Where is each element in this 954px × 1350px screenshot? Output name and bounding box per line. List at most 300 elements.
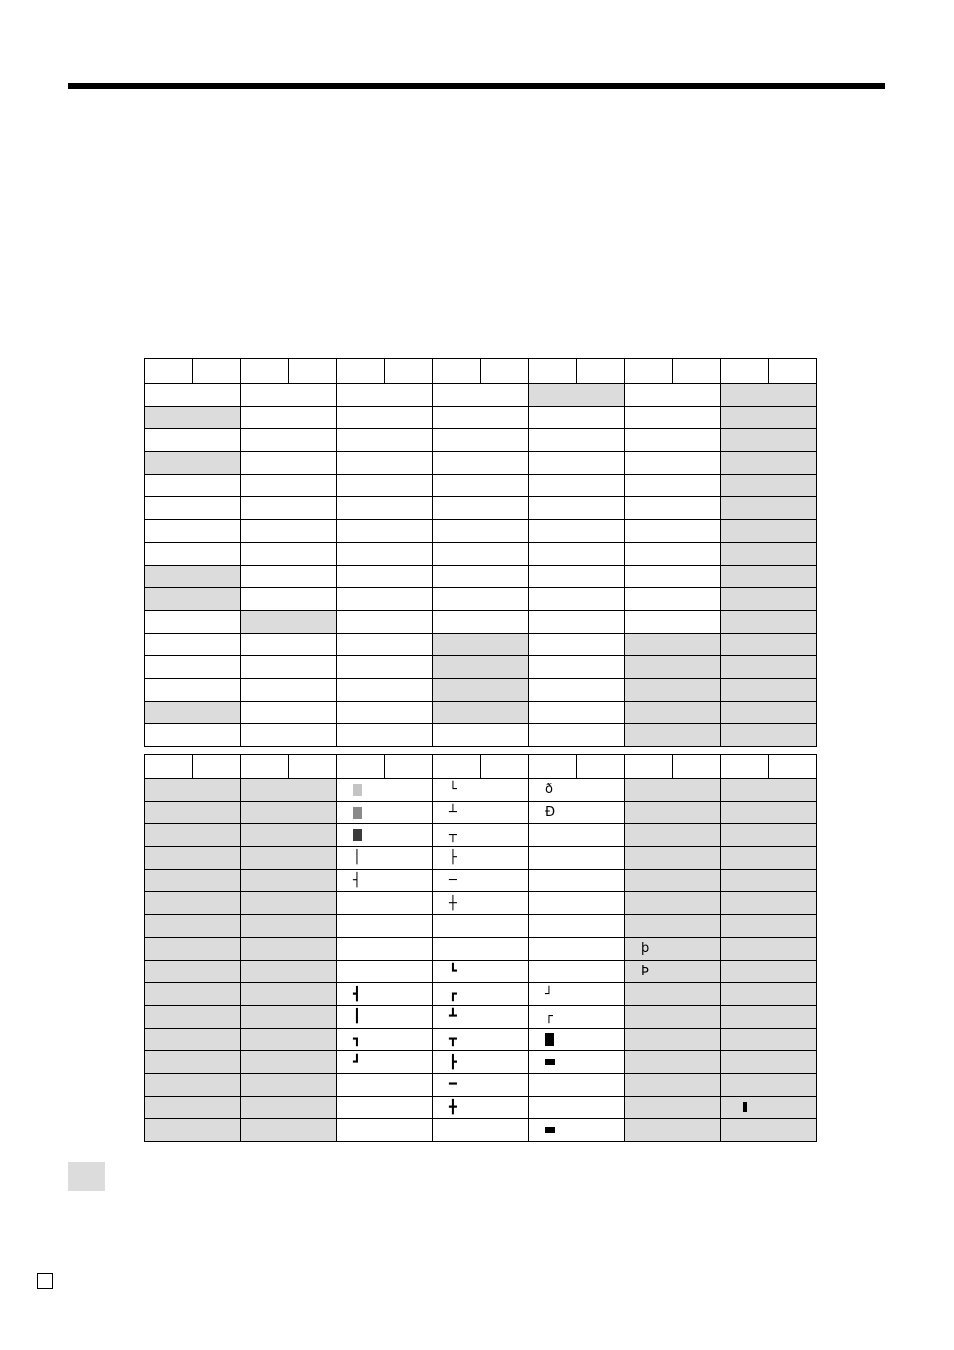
- header-cell: [625, 359, 673, 384]
- table-row: [145, 701, 817, 724]
- table-cell: [337, 701, 433, 724]
- character-glyph: Ð: [545, 805, 556, 821]
- table-cell: [529, 915, 625, 938]
- table-cell: [433, 452, 529, 475]
- table-row: [145, 915, 817, 938]
- table-cell: [529, 869, 625, 892]
- character-glyph: ð: [545, 782, 553, 798]
- table-cell: [337, 937, 433, 960]
- table-cell: [625, 892, 721, 915]
- table-cell: [337, 678, 433, 701]
- table-cell: [433, 983, 529, 1006]
- table-cell: [145, 452, 241, 475]
- table-row: [145, 656, 817, 679]
- table-cell: [625, 779, 721, 802]
- table-cell: [145, 497, 241, 520]
- table-row: [145, 406, 817, 429]
- table-cell: [721, 656, 817, 679]
- table-cell: [241, 633, 337, 656]
- character-glyph: ━: [449, 1077, 457, 1093]
- table-cell: [145, 633, 241, 656]
- table-cell: [625, 1119, 721, 1142]
- table-cell: [529, 937, 625, 960]
- table-cell: [241, 824, 337, 847]
- table-cell: [433, 847, 529, 870]
- table-cell: [721, 847, 817, 870]
- table-cell: [241, 937, 337, 960]
- table-cell: [241, 610, 337, 633]
- table-row: [145, 429, 817, 452]
- table-cell: [721, 960, 817, 983]
- table-cell: [721, 892, 817, 915]
- table-cell: [241, 1028, 337, 1051]
- table-cell: [433, 1005, 529, 1028]
- table-cell: [337, 610, 433, 633]
- table-cell: [145, 960, 241, 983]
- table-cell: [529, 384, 625, 407]
- table-cell: [529, 824, 625, 847]
- table-cell: [433, 497, 529, 520]
- table-cell: [337, 565, 433, 588]
- table-cell: [433, 1073, 529, 1096]
- table-cell: [241, 429, 337, 452]
- table-cell: [337, 1096, 433, 1119]
- table-header-row: [145, 755, 817, 779]
- header-cell: [433, 755, 481, 779]
- table-cell: [721, 1028, 817, 1051]
- table-cell: [529, 724, 625, 747]
- table-cell: [529, 406, 625, 429]
- table-cell: [433, 588, 529, 611]
- header-cell: [241, 359, 289, 384]
- table-cell: [337, 892, 433, 915]
- table-cell: [433, 678, 529, 701]
- table-cell: [625, 724, 721, 747]
- table-row: [145, 779, 817, 802]
- table-cell: [145, 1096, 241, 1119]
- table-cell: [721, 1073, 817, 1096]
- table-cell: [433, 429, 529, 452]
- table-cell: [337, 656, 433, 679]
- table-row: [145, 520, 817, 543]
- table-cell: [625, 474, 721, 497]
- table-cell: [529, 452, 625, 475]
- header-cell: [529, 359, 577, 384]
- table-cell: [721, 1051, 817, 1074]
- table-cell: [529, 588, 625, 611]
- table-cell: [529, 983, 625, 1006]
- table-cell: [433, 542, 529, 565]
- table-cell: [721, 565, 817, 588]
- table-row: [145, 801, 817, 824]
- table-cell: [721, 384, 817, 407]
- table-cell: [241, 983, 337, 1006]
- table-cell: [529, 656, 625, 679]
- table-cell: [145, 847, 241, 870]
- table-cell: [433, 824, 529, 847]
- character-glyph: ┤: [353, 873, 361, 889]
- table-cell: [721, 983, 817, 1006]
- table-cell: [433, 1096, 529, 1119]
- header-cell: [481, 359, 529, 384]
- table-cell: [529, 474, 625, 497]
- header-cell: [289, 359, 337, 384]
- table-cell: [241, 724, 337, 747]
- table-row: [145, 824, 817, 847]
- table-cell: [721, 915, 817, 938]
- table-cell: [145, 610, 241, 633]
- table-cell: [721, 452, 817, 475]
- table-cell: [337, 384, 433, 407]
- table-cell: [721, 1005, 817, 1028]
- table-cell: [529, 1073, 625, 1096]
- table-cell: [625, 983, 721, 1006]
- table-cell: [145, 1073, 241, 1096]
- table-cell: [433, 633, 529, 656]
- table-cell: [529, 678, 625, 701]
- table-cell: [721, 1096, 817, 1119]
- character-glyph: └: [449, 782, 457, 798]
- table-cell: [721, 937, 817, 960]
- table-cell: [433, 779, 529, 802]
- table-cell: [625, 1051, 721, 1074]
- page-number-box: [37, 1273, 53, 1289]
- header-cell: [577, 755, 625, 779]
- table-cell: [433, 960, 529, 983]
- table-cell: [433, 1119, 529, 1142]
- table-cell: [433, 937, 529, 960]
- table-cell: [241, 869, 337, 892]
- table-cell: [145, 520, 241, 543]
- table-cell: [529, 892, 625, 915]
- table-cell: [625, 960, 721, 983]
- table-row: [145, 588, 817, 611]
- block-glyph: [545, 1127, 555, 1133]
- table-cell: [241, 960, 337, 983]
- table-cell: [433, 384, 529, 407]
- table-cell: [241, 542, 337, 565]
- table-cell: [145, 678, 241, 701]
- header-cell: [721, 755, 769, 779]
- header-cell: [385, 755, 433, 779]
- table-cell: [529, 542, 625, 565]
- header-cell: [241, 755, 289, 779]
- table-row: [145, 983, 817, 1006]
- table-cell: [337, 724, 433, 747]
- table-cell: [529, 779, 625, 802]
- header-cell: [385, 359, 433, 384]
- table-cell: [433, 1028, 529, 1051]
- table-cell: [433, 406, 529, 429]
- table-cell: [241, 801, 337, 824]
- table-cell: [433, 610, 529, 633]
- character-glyph: │: [353, 850, 361, 866]
- table-cell: [337, 869, 433, 892]
- table-cell: [721, 497, 817, 520]
- table-cell: [337, 1028, 433, 1051]
- table-row: [145, 1096, 817, 1119]
- table-cell: [625, 610, 721, 633]
- table-cell: [241, 474, 337, 497]
- header-cell: [529, 755, 577, 779]
- table-cell: [145, 937, 241, 960]
- table-cell: [625, 1073, 721, 1096]
- table-cell: [721, 1119, 817, 1142]
- table-row: [145, 610, 817, 633]
- table-cell: [145, 779, 241, 802]
- table-cell: [721, 610, 817, 633]
- table-cell: [241, 520, 337, 543]
- table-cell: [433, 701, 529, 724]
- table-cell: [433, 1051, 529, 1074]
- table-cell: [337, 429, 433, 452]
- table-cell: [337, 542, 433, 565]
- character-glyph: Þ: [641, 963, 649, 979]
- header-cell: [433, 359, 481, 384]
- table-cell: [145, 384, 241, 407]
- table-row: [145, 678, 817, 701]
- table-cell: [241, 384, 337, 407]
- block-glyph: [353, 829, 362, 841]
- table-row: [145, 474, 817, 497]
- table-cell: [337, 588, 433, 611]
- table-cell: [145, 915, 241, 938]
- table-cell: [241, 678, 337, 701]
- header-cell: [721, 359, 769, 384]
- table-cell: [625, 520, 721, 543]
- table-cell: [721, 701, 817, 724]
- table-cell: [721, 801, 817, 824]
- table-row: [145, 960, 817, 983]
- table-cell: [625, 915, 721, 938]
- table-cell: [433, 724, 529, 747]
- table-cell: [337, 497, 433, 520]
- table-cell: [625, 937, 721, 960]
- table-cell: [529, 610, 625, 633]
- block-glyph: [353, 784, 362, 796]
- shading-legend-swatch: [68, 1162, 105, 1191]
- table-row: [145, 1073, 817, 1096]
- table-cell: [145, 542, 241, 565]
- header-cell: [769, 755, 817, 779]
- table-cell: [625, 497, 721, 520]
- character-glyph: ─: [449, 873, 457, 889]
- table-cell: [529, 633, 625, 656]
- table-cell: [337, 406, 433, 429]
- table-cell: [625, 869, 721, 892]
- table-row: [145, 542, 817, 565]
- character-glyph: ┻: [449, 1009, 457, 1025]
- table-cell: [721, 588, 817, 611]
- table-cell: [529, 497, 625, 520]
- table-cell: [433, 915, 529, 938]
- table-row: [145, 633, 817, 656]
- table-row: [145, 452, 817, 475]
- table-cell: [241, 1119, 337, 1142]
- table-cell: [433, 565, 529, 588]
- table-row: [145, 497, 817, 520]
- table-row: [145, 1028, 817, 1051]
- table-cell: [625, 678, 721, 701]
- table-cell: [433, 474, 529, 497]
- table-cell: [337, 452, 433, 475]
- table-cell: [625, 565, 721, 588]
- table-cell: [721, 474, 817, 497]
- table-cell: [433, 801, 529, 824]
- header-cell: [673, 359, 721, 384]
- header-cell: [289, 755, 337, 779]
- table-cell: [721, 869, 817, 892]
- table-cell: [241, 497, 337, 520]
- character-glyph: ┓: [353, 1031, 361, 1047]
- block-glyph: [545, 1059, 555, 1065]
- table-row: [145, 869, 817, 892]
- table-cell: [145, 406, 241, 429]
- table-cell: [625, 542, 721, 565]
- table-cell: [241, 656, 337, 679]
- table-cell: [241, 406, 337, 429]
- table-cell: [241, 701, 337, 724]
- table-cell: [433, 892, 529, 915]
- table-cell: [625, 429, 721, 452]
- table-cell: [337, 474, 433, 497]
- table-cell: [145, 983, 241, 1006]
- table-cell: [529, 960, 625, 983]
- table-cell: [625, 824, 721, 847]
- table-cell: [241, 1051, 337, 1074]
- table-cell: [529, 1119, 625, 1142]
- character-glyph: þ: [641, 941, 650, 957]
- table-cell: [721, 724, 817, 747]
- character-glyph: ┴: [449, 805, 457, 821]
- table-cell: [241, 892, 337, 915]
- table-row: [145, 1051, 817, 1074]
- header-cell: [193, 755, 241, 779]
- table-cell: [529, 1096, 625, 1119]
- table-cell: [625, 847, 721, 870]
- table-cell: [337, 1051, 433, 1074]
- header-cell: [577, 359, 625, 384]
- table-cell: [529, 801, 625, 824]
- table-cell: [241, 1096, 337, 1119]
- table-cell: [721, 824, 817, 847]
- table-cell: [625, 1005, 721, 1028]
- header-cell: [145, 755, 193, 779]
- character-glyph: ┌: [545, 1009, 553, 1025]
- table-cell: [625, 1096, 721, 1119]
- block-glyph: [743, 1102, 747, 1112]
- header-cell: [481, 755, 529, 779]
- table-cell: [145, 565, 241, 588]
- block-glyph: [545, 1033, 554, 1046]
- table-header-row: [145, 359, 817, 384]
- table-cell: [241, 565, 337, 588]
- table-cell: [145, 801, 241, 824]
- table-cell: [241, 779, 337, 802]
- table-cell: [145, 824, 241, 847]
- table-cell: [337, 824, 433, 847]
- table-cell: [241, 915, 337, 938]
- table-cell: [145, 656, 241, 679]
- table-cell: [145, 1028, 241, 1051]
- character-glyph: ┣: [449, 1054, 457, 1070]
- table-cell: [337, 1119, 433, 1142]
- table-cell: [241, 1005, 337, 1028]
- table-cell: [145, 892, 241, 915]
- table-cell: [337, 801, 433, 824]
- table-cell: [433, 869, 529, 892]
- character-glyph: ┗: [449, 963, 457, 979]
- table-cell: [337, 915, 433, 938]
- table-cell: [241, 452, 337, 475]
- header-cell: [145, 359, 193, 384]
- table-cell: [145, 1119, 241, 1142]
- table-row: [145, 724, 817, 747]
- table-row: [145, 565, 817, 588]
- table-cell: [241, 1073, 337, 1096]
- character-glyph: ┃: [353, 1009, 361, 1025]
- table-cell: [145, 869, 241, 892]
- header-cell: [625, 755, 673, 779]
- table-cell: [145, 701, 241, 724]
- table-cell: [529, 520, 625, 543]
- table-cell: [337, 520, 433, 543]
- character-glyph: ┬: [449, 827, 457, 843]
- header-cell: [337, 755, 385, 779]
- table-cell: [625, 384, 721, 407]
- header-cell: [769, 359, 817, 384]
- table-row: [145, 384, 817, 407]
- table-cell: [529, 1005, 625, 1028]
- table-cell: [625, 406, 721, 429]
- table-cell: [241, 847, 337, 870]
- table-row: [145, 892, 817, 915]
- table-cell: [721, 520, 817, 543]
- character-glyph: ┏: [449, 986, 457, 1002]
- table-cell: [433, 520, 529, 543]
- block-glyph: [353, 807, 362, 819]
- table-cell: [625, 801, 721, 824]
- table-cell: [721, 633, 817, 656]
- character-glyph: ┘: [545, 986, 553, 1002]
- table-cell: [145, 588, 241, 611]
- table-cell: [241, 588, 337, 611]
- table-row: [145, 1005, 817, 1028]
- table-cell: [145, 1005, 241, 1028]
- table-cell: [145, 429, 241, 452]
- table-cell: [529, 1028, 625, 1051]
- character-glyph: ┼: [449, 895, 457, 911]
- table-cell: [721, 779, 817, 802]
- table-cell: [721, 678, 817, 701]
- character-glyph: ┳: [449, 1031, 457, 1047]
- header-cell: [673, 755, 721, 779]
- table-cell: [625, 633, 721, 656]
- table-row: [145, 1119, 817, 1142]
- top-rule: [68, 83, 885, 89]
- header-cell: [193, 359, 241, 384]
- table-cell: [625, 656, 721, 679]
- table-cell: [145, 474, 241, 497]
- table-cell: [145, 724, 241, 747]
- character-table-upper: [144, 358, 817, 747]
- table-cell: [529, 1051, 625, 1074]
- table-cell: [625, 1028, 721, 1051]
- character-glyph: ╋: [449, 1099, 457, 1115]
- table-cell: [529, 847, 625, 870]
- table-cell: [529, 701, 625, 724]
- table-cell: [145, 1051, 241, 1074]
